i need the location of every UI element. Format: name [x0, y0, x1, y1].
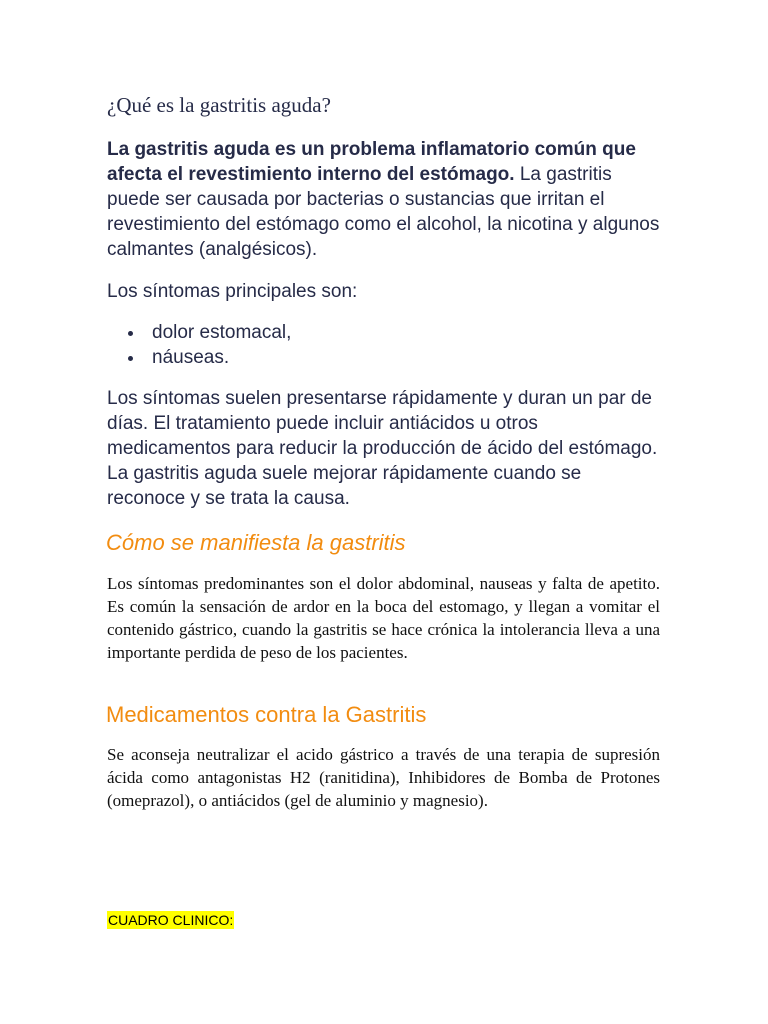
symptoms-lead: Los síntomas principales son: — [107, 281, 358, 302]
intro-rest-text: La gastritis puede ser causada por bacterias o sustancias que irritan el revestimiento del estómago como el alcohol, la nicotina y algunos calmantes (analgésicos). — [107, 164, 660, 260]
symptoms-list — [128, 320, 648, 370]
bullet-icon — [128, 331, 133, 336]
bullet-icon — [128, 356, 133, 361]
intro-paragraph — [107, 137, 662, 262]
section-body-medication: Se aconseja neutralizar el acido gástrico a través de una terapia de supresión ácida como antagonistas H2 (ranitidina), Inhibidores de Bomba de Protones (omeprazol), o antiácidos (gel de aluminio y magnesio). — [107, 745, 660, 810]
intro-bold-text: La gastritis aguda es un problema inflamatorio común que afecta el revestimiento interno del estómago. — [107, 139, 636, 185]
section-heading-manifestation: Cómo se manifiesta la gastritis — [106, 530, 406, 555]
list-item — [128, 345, 648, 370]
question-title: ¿Qué es la gastritis aguda? — [107, 93, 331, 117]
list-item-text: dolor estomacal, — [152, 322, 292, 343]
treatment-paragraph: Los síntomas suelen presentarse rápidamente y duran un par de días. El tratamiento puede incluir antiácidos u otros medicamentos para reducir la producción de ácido del estómago. La gastritis aguda suele mejorar rápidamente cuando se reconoce y se trata la causa. — [107, 388, 658, 509]
cuadro-clinico-label — [107, 911, 234, 930]
section-heading-medication: Medicamentos contra la Gastritis — [106, 702, 427, 727]
highlighted-text: CUADRO CLINICO: — [108, 912, 234, 928]
section-body-manifestation: Los síntomas predominantes son el dolor abdominal, nauseas y falta de apetito. Es común la sensación de ardor en la boca del estomago, y llegan a vomitar el contenido gástrico, cuando la gastritis se hace crónica la intolerancia lleva a una importante perdida de peso de los pacientes. — [107, 574, 660, 662]
list-item-text: náuseas. — [152, 347, 230, 368]
list-item — [128, 320, 648, 345]
